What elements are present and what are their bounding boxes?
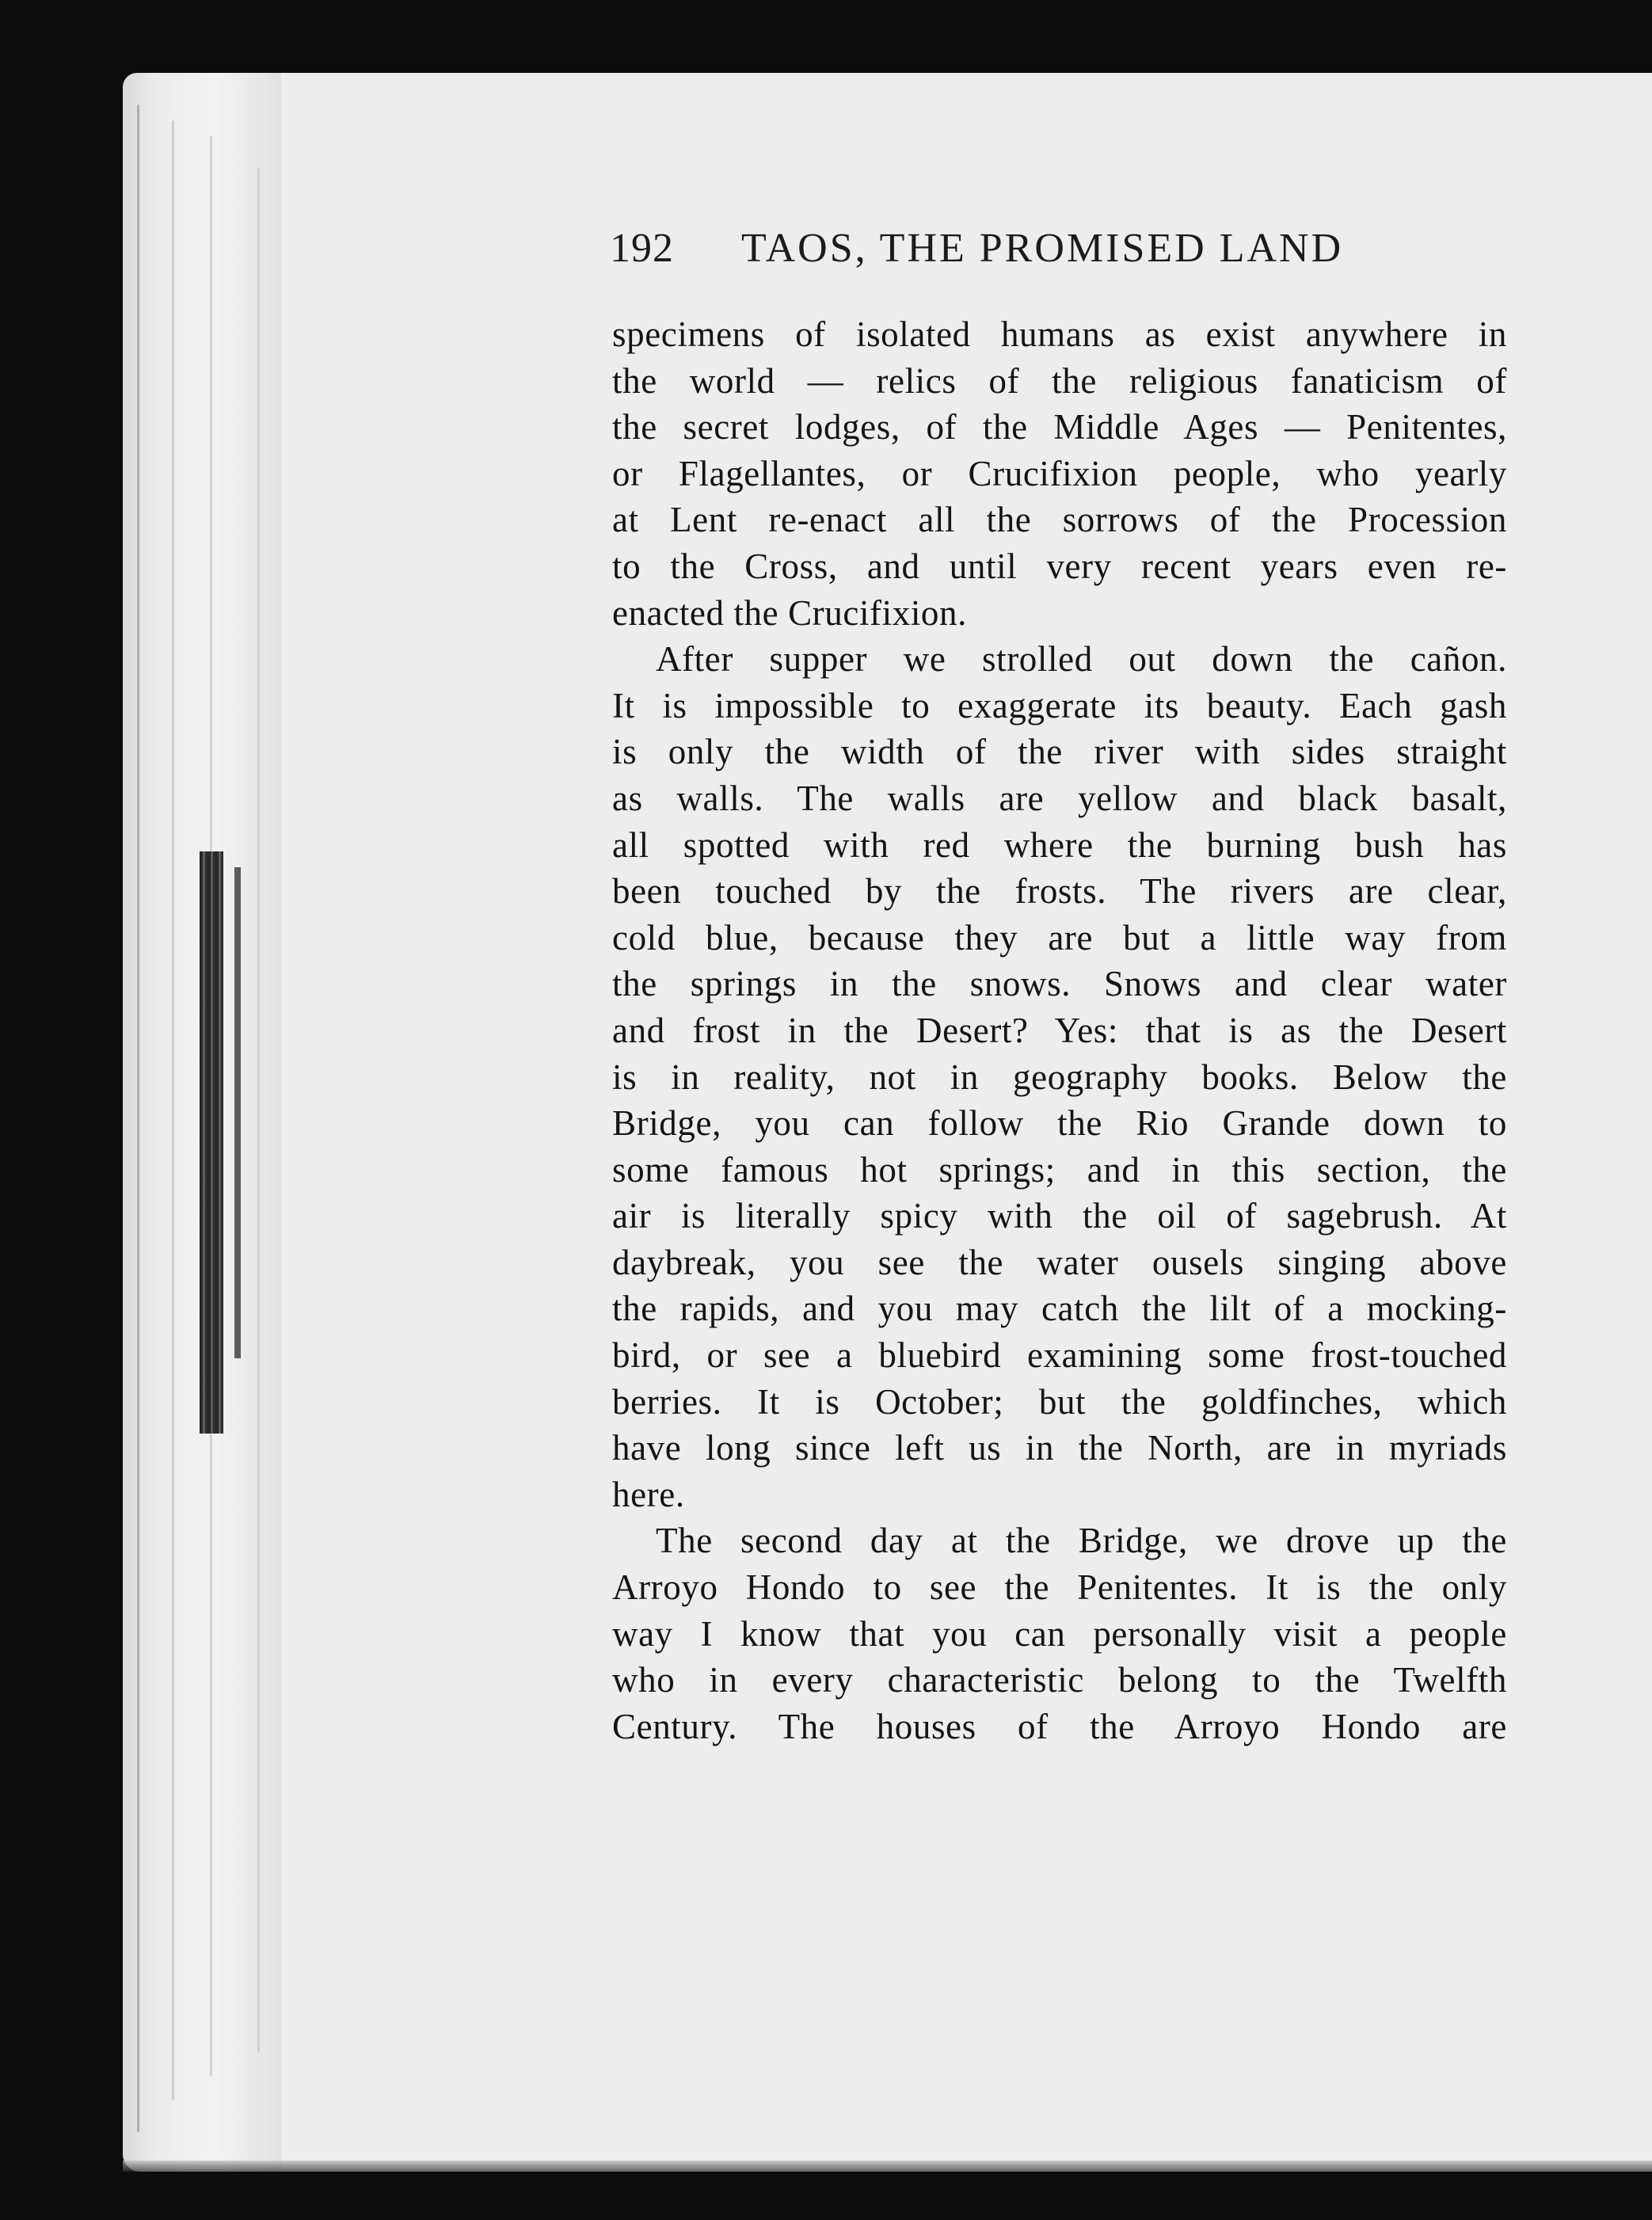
text-line: been touched by the frosts. The rivers are clear, <box>612 871 1507 912</box>
page-edge-shadow <box>200 851 223 1434</box>
page-number: 192 <box>610 226 674 271</box>
text-line: specimens of isolated humans as exist anywhere in <box>612 314 1507 354</box>
running-title: TAOS, THE PROMISED LAND <box>741 226 1344 271</box>
text-line: the world — relics of the religious fanaticism of <box>612 360 1507 401</box>
text-line: or Flagellantes, or Crucifixion people, who yearly <box>612 453 1507 493</box>
text-line: all spotted with red where the burning bush has <box>612 824 1507 865</box>
text-line: enacted the Crucifixion. <box>612 592 967 633</box>
text-line: After supper we strolled out down the cañon. <box>656 639 1507 680</box>
text-line: here. <box>612 1474 685 1514</box>
text-line: as walls. The walls are yellow and black basalt, <box>612 778 1507 818</box>
text-line: some famous hot springs; and in this section, the <box>612 1149 1507 1190</box>
text-line: is in reality, not in geography books. Below the <box>612 1057 1507 1097</box>
text-line: air is literally spicy with the oil of sagebrush. At <box>612 1196 1507 1236</box>
page-edge-line <box>257 168 260 2053</box>
text-line: who in every characteristic belong to the Twelfth <box>612 1660 1507 1700</box>
body-text <box>612 311 1507 1750</box>
page-edge-line <box>172 120 174 2100</box>
text-line: have long since left us in the North, are in myriads <box>612 1428 1507 1468</box>
text-line: Arroyo Hondo to see the Penitentes. It is the only <box>612 1567 1507 1608</box>
text-line: at Lent re-enact all the sorrows of the Procession <box>612 500 1507 540</box>
text-line: Bridge, you can follow the Rio Grande down to <box>612 1103 1507 1144</box>
text-line: the rapids, and you may catch the lilt of a mocking- <box>612 1289 1507 1329</box>
text-line: the springs in the snows. Snows and clear water <box>612 964 1507 1004</box>
text-line: Century. The houses of the Arroyo Hondo are <box>612 1706 1507 1746</box>
text-line: is only the width of the river with sides straight <box>612 732 1507 772</box>
text-line: to the Cross, and until very recent years even re- <box>612 546 1507 586</box>
page-edge-line <box>137 105 139 2132</box>
text-line: bird, or see a bluebird examining some frost-touched <box>612 1335 1507 1376</box>
text-line: the secret lodges, of the Middle Ages — Penitentes, <box>612 407 1507 447</box>
page-edge-shadow <box>234 867 241 1358</box>
text-line: berries. It is October; but the goldfinches, which <box>612 1381 1507 1422</box>
text-line: The second day at the Bridge, we drove up the <box>656 1521 1507 1561</box>
page-bottom-edge <box>123 2161 1652 2172</box>
running-head <box>610 225 1481 280</box>
text-line: and frost in the Desert? Yes: that is as the Desert <box>612 1010 1507 1050</box>
text-line: cold blue, because they are but a little way from <box>612 917 1507 958</box>
text-line: It is impossible to exaggerate its beauty. Each gash <box>612 685 1507 725</box>
text-line: way I know that you can personally visit a people <box>612 1613 1507 1654</box>
text-line: daybreak, you see the water ousels singing above <box>612 1242 1507 1282</box>
